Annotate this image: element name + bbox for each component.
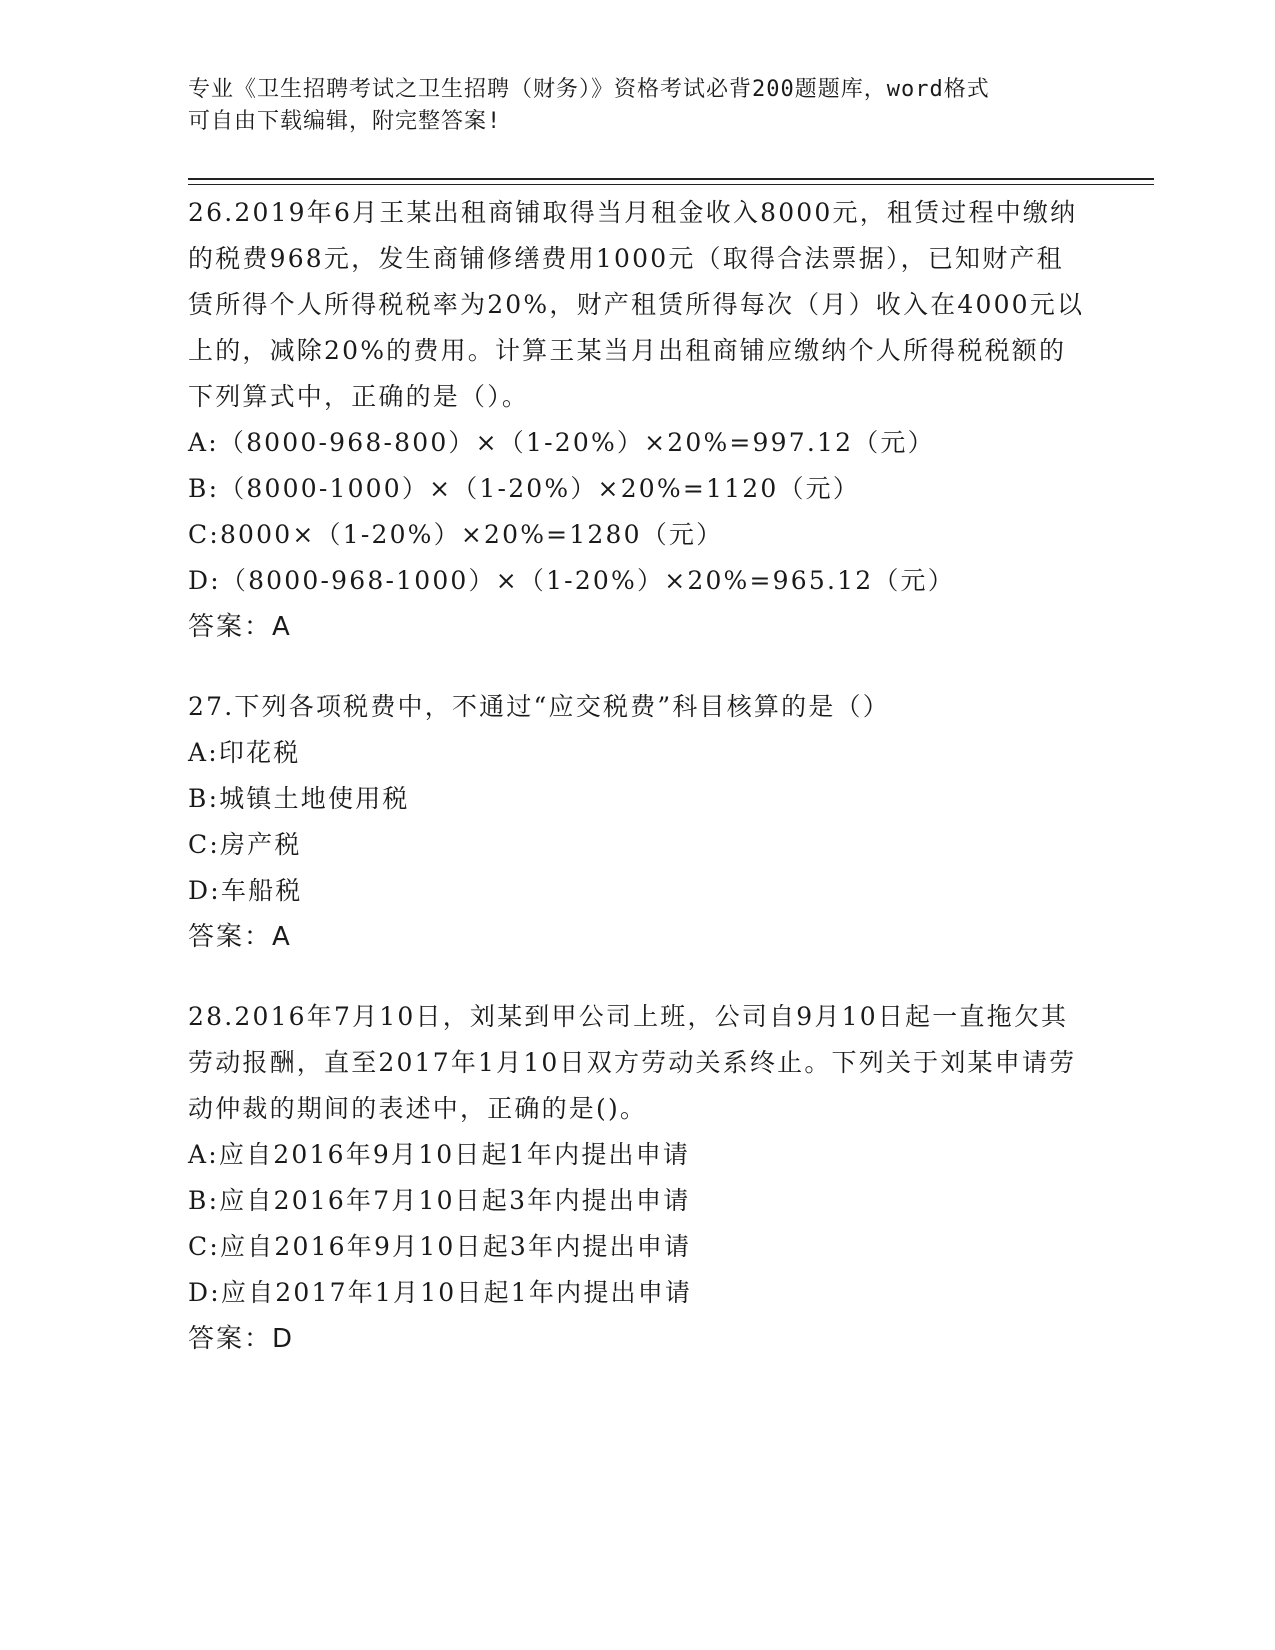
answer: 答案：D [188, 1324, 295, 1354]
question-27 [188, 684, 1088, 960]
header-divider-thick [188, 178, 1154, 180]
option-d: D:（8000-968-1000）×（1-20%）×20%=965.12（元） [188, 566, 955, 595]
question-list [188, 190, 1088, 1396]
header-line-2: 可自由下载编辑，附完整答案! [188, 109, 502, 134]
option-b: B:城镇土地使用税 [188, 784, 410, 813]
option-a: A:（8000-968-800）×（1-20%）×20%=997.12（元） [188, 428, 935, 457]
option-c: C:房产税 [188, 830, 302, 859]
header-divider-thin [188, 184, 1154, 185]
question-text: 28.2016年7月10日，刘某到甲公司上班，公司自9月10日起一直拖欠其劳动报酬，直至2017年1月10日双方劳动关系终止。下列关于刘某申请劳动仲裁的期间的表述中，正确的是()。 [188, 1002, 1077, 1123]
question-28 [188, 994, 1088, 1362]
option-b: B:（8000-1000）×（1-20%）×20%=1120（元） [188, 474, 861, 503]
answer: 答案：A [188, 922, 292, 952]
option-d: D:应自2017年1月10日起1年内提出申请 [188, 1278, 693, 1307]
option-c: C:8000×（1-20%）×20%=1280（元） [188, 520, 724, 549]
question-text: 27.下列各项税费中，不通过“应交税费”科目核算的是（） [188, 692, 890, 721]
question-26 [188, 190, 1088, 650]
answer: 答案：A [188, 612, 292, 642]
option-d: D:车船税 [188, 876, 303, 905]
option-c: C:应自2016年9月10日起3年内提出申请 [188, 1232, 692, 1261]
option-a: A:应自2016年9月10日起1年内提出申请 [188, 1140, 691, 1169]
document-header [188, 74, 1068, 138]
question-text: 26.2019年6月王某出租商铺取得当月租金收入8000元，租赁过程中缴纳的税费968元，发生商铺修缮费用1000元（取得合法票据），已知财产租赁所得个人所得税税率为20%，财产租赁所得每次（月）收入在4000元以上的，减除20%的费用。计算王某当月出租商铺应缴纳个人所得税税额的下列算式中，正确的是（）。 [188, 198, 1085, 411]
option-a: A:印花税 [188, 738, 301, 767]
option-b: B:应自2016年7月10日起3年内提出申请 [188, 1186, 691, 1215]
header-line-1: 专业《卫生招聘考试之卫生招聘（财务）》资格考试必背200题题库，word格式 [188, 77, 990, 102]
